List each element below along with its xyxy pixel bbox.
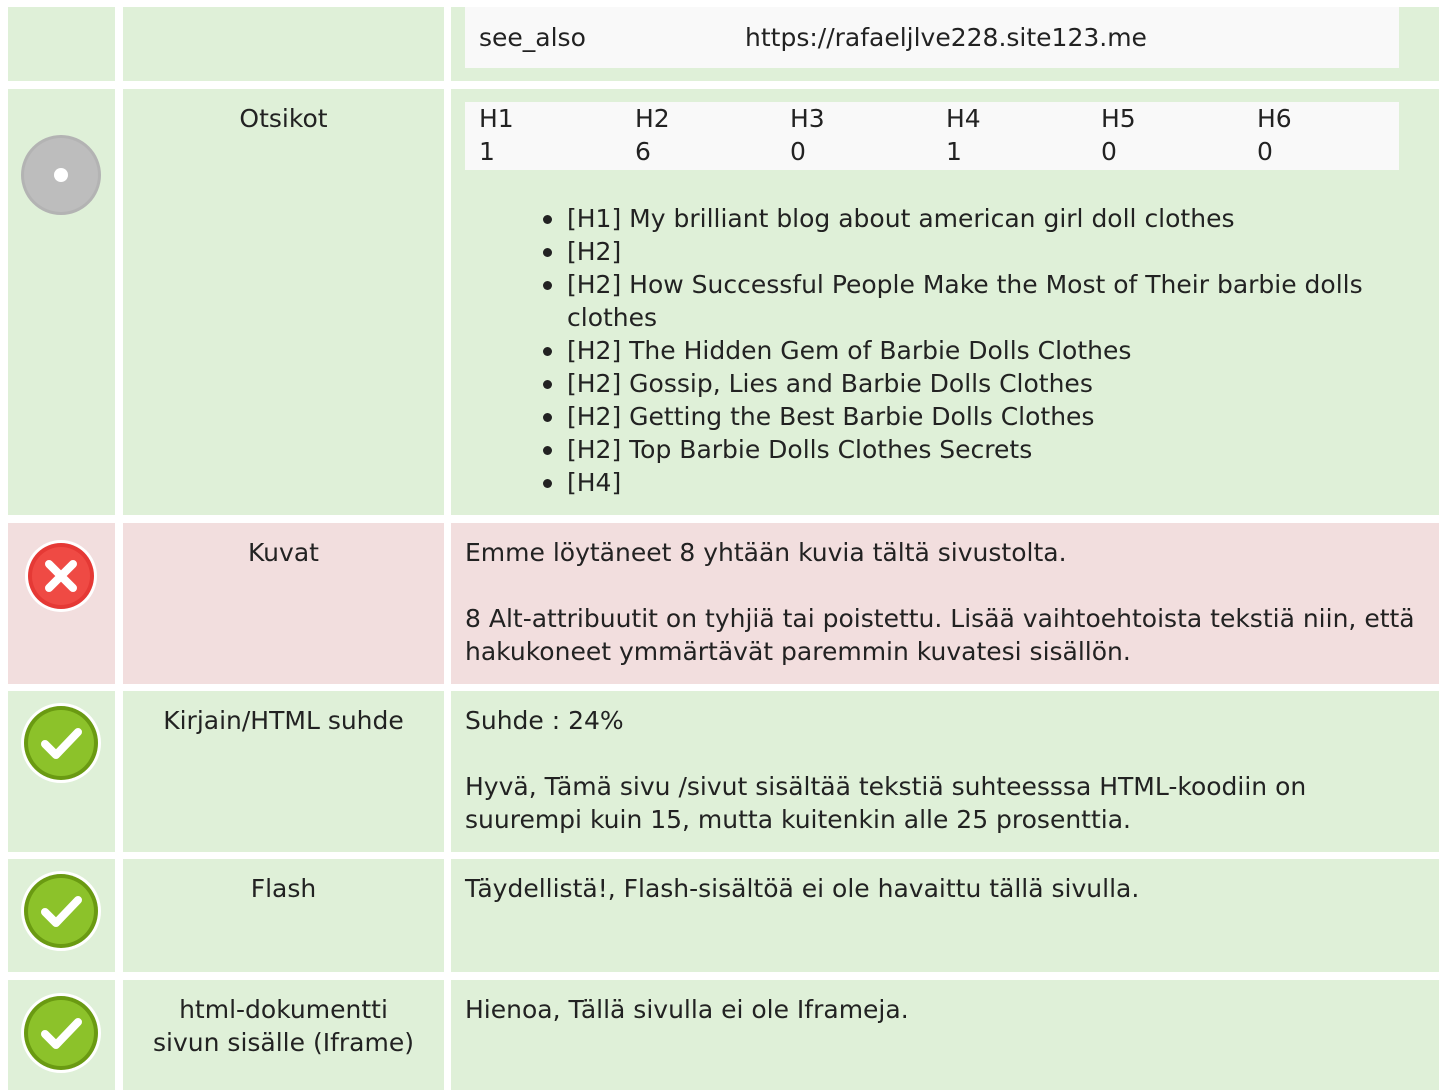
check-icon bbox=[21, 871, 101, 951]
heading-count: 6 bbox=[635, 137, 651, 166]
list-item: [H2] Getting the Best Barbie Dolls Clothes bbox=[567, 400, 1429, 433]
heading-count: 0 bbox=[1257, 137, 1273, 166]
heading-col-h3 bbox=[790, 102, 946, 168]
status-icon-cell bbox=[8, 523, 115, 684]
images-label bbox=[123, 523, 444, 684]
list-item: [H2] bbox=[567, 235, 1429, 268]
images-content bbox=[451, 523, 1439, 684]
iframe-row bbox=[0, 980, 1448, 1090]
heading-col-h5 bbox=[1101, 102, 1257, 168]
see-also-row bbox=[0, 7, 1448, 81]
status-icon-cell bbox=[8, 859, 115, 972]
headings-label bbox=[123, 89, 444, 515]
flash-label bbox=[123, 859, 444, 972]
flash-row bbox=[0, 859, 1448, 972]
headings-content bbox=[451, 89, 1439, 515]
heading-col-h4 bbox=[946, 102, 1102, 168]
status-icon-cell bbox=[8, 691, 115, 852]
ratio-row bbox=[0, 691, 1448, 852]
status-icon-cell bbox=[8, 89, 115, 515]
heading-count: 0 bbox=[790, 137, 806, 166]
status-detail: 8 Alt-attribuutit on tyhjiä tai poistettu. Lisää vaihtoehtoista tekstiä niin, että hakukoneet ymmärtävät paremmin kuvatesi sisällön. bbox=[465, 604, 1415, 666]
list-item: [H4] bbox=[567, 466, 1429, 499]
headings-row bbox=[0, 89, 1448, 515]
status-message: Hienoa, Tällä sivulla ei ole Iframeja. bbox=[465, 995, 909, 1024]
list-item: [H2] The Hidden Gem of Barbie Dolls Clothes bbox=[567, 334, 1429, 367]
status-message: Täydellistä!, Flash-sisältöä ei ole havaittu tällä sivulla. bbox=[465, 874, 1140, 903]
heading-tag: H4 bbox=[946, 104, 981, 133]
heading-count: 1 bbox=[946, 137, 962, 166]
list-item: [H2] How Successful People Make the Most of Their barbie dolls clothes bbox=[567, 268, 1429, 334]
row-label-text: html-dokumentti bbox=[179, 995, 388, 1024]
heading-count: 0 bbox=[1101, 137, 1117, 166]
heading-tag: H3 bbox=[790, 104, 825, 133]
heading-tag: H2 bbox=[635, 104, 670, 133]
headings-count-table bbox=[465, 102, 1399, 170]
flash-content bbox=[451, 859, 1439, 972]
heading-tag: H6 bbox=[1257, 104, 1292, 133]
heading-tag: H5 bbox=[1101, 104, 1136, 133]
check-icon bbox=[21, 703, 101, 783]
iframe-label bbox=[123, 980, 444, 1090]
status-message: Emme löytäneet 8 yhtään kuvia tältä sivustolta. bbox=[465, 538, 1067, 567]
ratio-content bbox=[451, 691, 1439, 852]
iframe-content bbox=[451, 980, 1439, 1090]
row-label-text: Flash bbox=[250, 874, 317, 903]
neutral-circle-icon bbox=[21, 135, 101, 215]
status-message: Suhde : 24% bbox=[465, 706, 624, 735]
check-icon bbox=[21, 993, 101, 1073]
row-label-cell bbox=[123, 7, 444, 81]
row-content-cell bbox=[451, 7, 1439, 81]
see-also-key: see_also bbox=[479, 23, 586, 52]
status-icon-cell bbox=[8, 980, 115, 1090]
headings-list bbox=[465, 202, 1429, 499]
images-row bbox=[0, 523, 1448, 684]
heading-col-h1 bbox=[479, 102, 635, 168]
row-label-text: Kirjain/HTML suhde bbox=[163, 706, 404, 735]
row-label-text: Kuvat bbox=[248, 538, 319, 567]
heading-col-h6 bbox=[1257, 102, 1413, 168]
ratio-label bbox=[123, 691, 444, 852]
heading-count: 1 bbox=[479, 137, 495, 166]
status-icon-cell bbox=[8, 7, 115, 81]
see-also-box bbox=[465, 7, 1399, 68]
list-item: [H1] My brilliant blog about american girl doll clothes bbox=[567, 202, 1429, 235]
error-x-icon bbox=[25, 540, 97, 612]
list-item: [H2] Top Barbie Dolls Clothes Secrets bbox=[567, 433, 1429, 466]
status-detail: Hyvä, Tämä sivu /sivut sisältää tekstiä suhteesssa HTML-koodiin on suurempi kuin 15, mutta kuitenkin alle 25 prosenttia. bbox=[465, 772, 1307, 834]
heading-col-h2 bbox=[635, 102, 791, 168]
row-label-text: sivun sisälle (Iframe) bbox=[153, 1028, 414, 1057]
row-label-text: Otsikot bbox=[239, 104, 328, 133]
see-also-link[interactable]: https://rafaeljlve228.site123.me bbox=[745, 23, 1147, 52]
heading-tag: H1 bbox=[479, 104, 514, 133]
list-item: [H2] Gossip, Lies and Barbie Dolls Clothes bbox=[567, 367, 1429, 400]
